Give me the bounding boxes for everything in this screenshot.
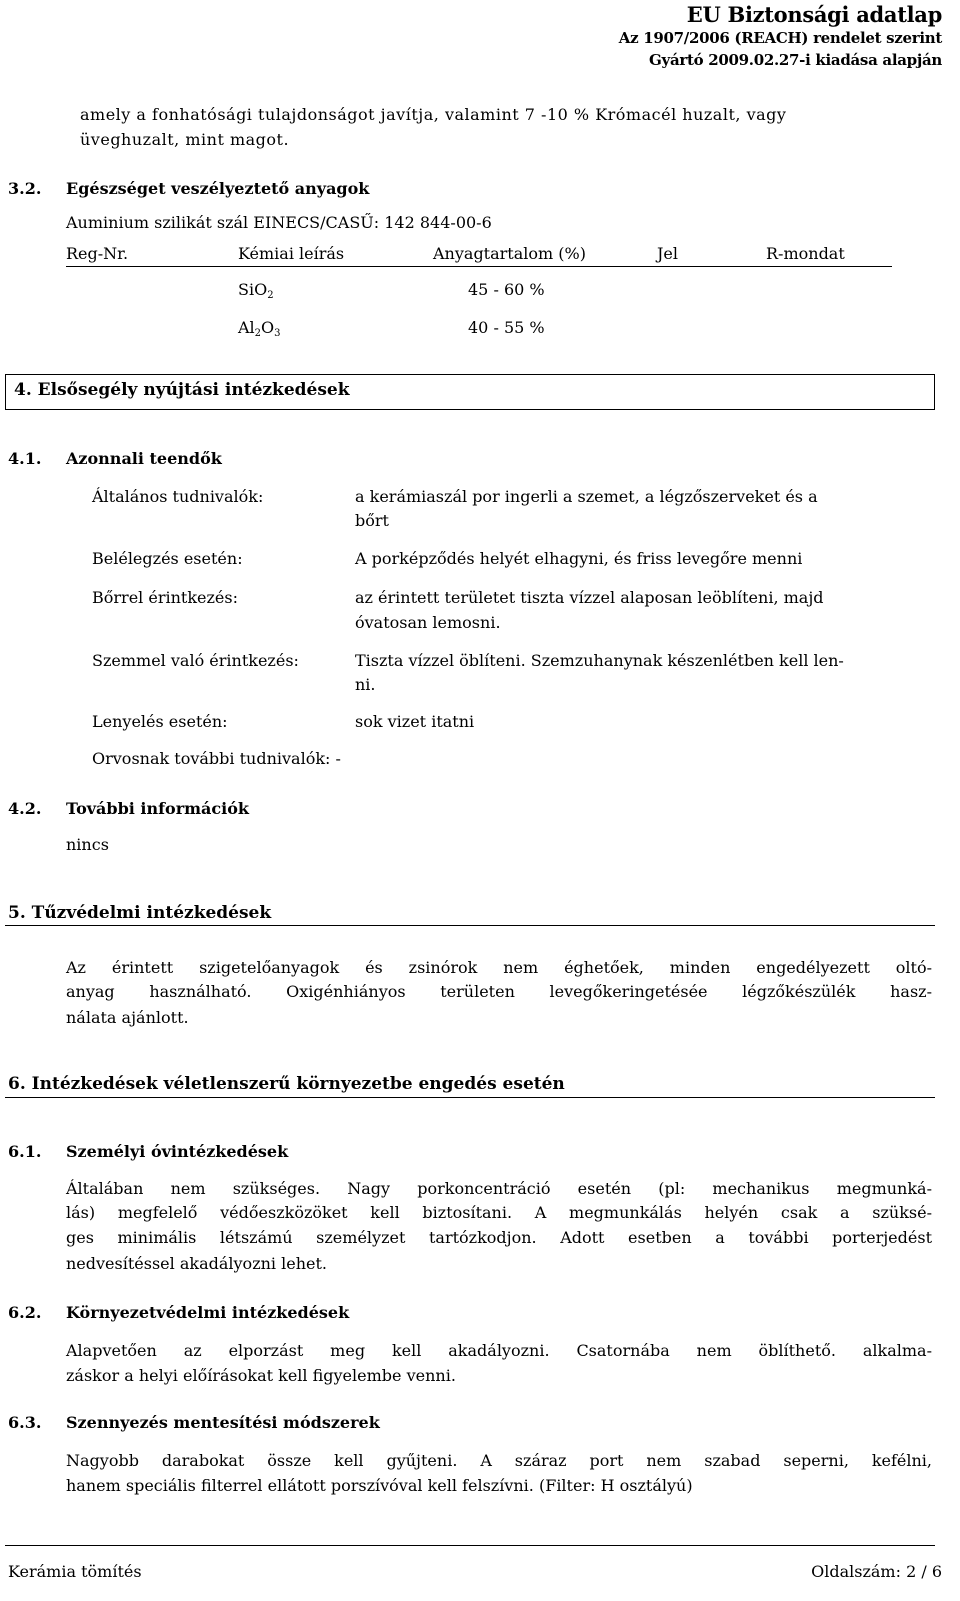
first-aid-label-ingestion: Lenyelés esetén: — [92, 712, 228, 731]
section-5-line-1: Az érintett szigetelőanyagok és zsinórok nem éghetőek, minden engedélyezett oltó- — [66, 958, 932, 977]
col-header-r-phrase: R-mondat — [766, 244, 845, 263]
first-aid-text-skin-2: óvatosan lemosni. — [355, 613, 501, 632]
edition-line: Gyártó 2009.02.27-i kiadása alapján — [649, 51, 942, 69]
table-row-al2o3-formula: $Al_2O_3$ — [238, 318, 281, 339]
section-6-1-number: 6.1. — [8, 1142, 42, 1161]
section-6-2-line-2: záskor a helyi előírásokat kell figyelembe venni. — [66, 1366, 456, 1385]
first-aid-text-inhalation: A porképződés helyét elhagyni, és friss levegőre menni — [355, 549, 803, 568]
section-6-3-title: Szennyezés mentesítési módszerek — [66, 1413, 380, 1432]
section-5-underline — [5, 925, 935, 926]
first-aid-label-skin: Bőrrel érintkezés: — [92, 588, 238, 607]
section-6-2-number: 6.2. — [8, 1303, 42, 1322]
col-header-chemical-description: Kémiai leírás — [238, 244, 345, 263]
first-aid-text-eye-1: Tiszta vízzel öblíteni. Szemzuhanynak készenlétben kell len- — [355, 651, 844, 670]
section-6-3-line-2: hanem speciális filterrel ellátott porszívóval kell felszívni. (Filter: H osztályú) — [66, 1476, 693, 1495]
first-aid-text-skin-1: az érintett területet tiszta vízzel alaposan leöblíteni, majd — [355, 588, 824, 607]
section-4-1-number: 4.1. — [8, 449, 42, 468]
first-aid-label-inhalation: Belélegzés esetén: — [92, 549, 243, 568]
section-3-2-number: 3.2. — [8, 179, 42, 198]
section-6-1-line-4: nedvesítéssel akadályozni lehet. — [66, 1254, 327, 1273]
footer-page-number: Oldalszám: 2 / 6 — [811, 1562, 942, 1581]
section-5-title: 5. Tűzvédelmi intézkedések — [8, 903, 272, 923]
section-4-heading-box — [5, 374, 935, 410]
section-5-line-3: nálata ajánlott. — [66, 1008, 189, 1027]
table-row-sio2-formula: SiO$_2$ — [238, 280, 274, 301]
section-4-2-title: További információk — [66, 799, 249, 818]
intro-line-2: üveghuzalt, mint magot. — [80, 130, 290, 149]
first-aid-text-general-2: bőrt — [355, 511, 389, 530]
section-4-title: 4. Elsősegély nyújtási intézkedések — [14, 380, 350, 400]
first-aid-label-eye: Szemmel való érintkezés: — [92, 651, 299, 670]
footer-product-name: Kerámia tömítés — [8, 1562, 142, 1581]
first-aid-text-general-1: a kerámiaszál por ingerli a szemet, a légzőszerveket és a — [355, 487, 818, 506]
section-6-1-line-1: Általában nem szükséges. Nagy porkoncentráció esetén (pl: mechanikus megmunká- — [66, 1179, 932, 1198]
intro-line-1: amely a fonhatósági tulajdonságot javítja, valamint 7 -10 % Krómacél huzalt, vagy — [80, 105, 787, 124]
substance-description: Auminium szilikát szál EINECS/CASŰ: 142 844-00-6 — [66, 213, 492, 232]
section-6-2-line-1: Alapvetően az elporzást meg kell akadályozni. Csatornába nem öblíthető. alkalma- — [66, 1341, 932, 1360]
col-header-reg-nr: Reg-Nr. — [66, 244, 129, 263]
section-6-underline — [5, 1097, 935, 1098]
section-6-1-title: Személyi óvintézkedések — [66, 1142, 289, 1161]
table-row-al2o3-content: 40 - 55 % — [468, 318, 545, 337]
section-3-2-title: Egészséget veszélyeztető anyagok — [66, 179, 370, 198]
section-6-1-line-2: lás) megfelelő védőeszközöket kell biztosítani. A megmunkálás helyén csak a szüksé- — [66, 1203, 932, 1222]
section-6-title: 6. Intézkedések véletlenszerű környezetbe engedés esetén — [8, 1074, 565, 1094]
section-4-2-text: nincs — [66, 835, 109, 854]
section-4-2-number: 4.2. — [8, 799, 42, 818]
first-aid-text-ingestion: sok vizet itatni — [355, 712, 475, 731]
first-aid-label-general: Általános tudnivalók: — [92, 487, 264, 506]
col-header-symbol: Jel — [657, 244, 678, 263]
first-aid-text-eye-2: ni. — [355, 675, 376, 694]
col-header-content: Anyagtartalom (%) — [433, 244, 586, 263]
section-6-3-line-1: Nagyobb darabokat össze kell gyűjteni. A száraz port nem szabad seperni, kefélni, — [66, 1451, 932, 1470]
regulation-line: Az 1907/2006 (REACH) rendelet szerint — [618, 29, 942, 47]
section-5-line-2: anyag használható. Oxigénhiányos területen levegőkeringetésée légzőkészülék hasz- — [66, 982, 932, 1001]
footer-divider — [5, 1545, 935, 1546]
table-row-sio2-content: 45 - 60 % — [468, 280, 545, 299]
section-6-1-line-3: ges minimális létszámú személyzet tartózkodjon. Adott esetben a további porterjedést — [66, 1228, 932, 1247]
doctor-note: Orvosnak további tudnivalók: - — [92, 749, 341, 768]
section-4-1-title: Azonnali teendők — [66, 449, 222, 468]
table-header-divider — [66, 266, 892, 267]
section-6-3-number: 6.3. — [8, 1413, 42, 1432]
section-6-2-title: Környezetvédelmi intézkedések — [66, 1303, 350, 1322]
document-title: EU Biztonsági adatlap — [686, 2, 942, 27]
